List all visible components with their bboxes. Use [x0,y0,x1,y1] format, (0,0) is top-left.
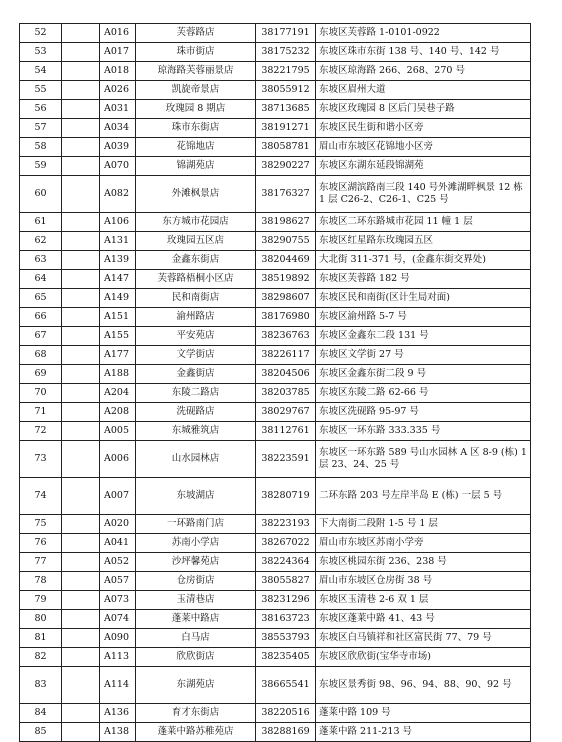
blank-cell [62,270,100,289]
table-row [20,270,531,289]
store-address: 东坡区桃园东街 236、238 号 [316,553,531,572]
store-address: 东坡区二环东路城市花园 11 幢 1 层 [316,213,531,232]
store-address: 东坡区一环东路 589 号山水园林 A 区 8-9 (栋) 1 层 23、24、25 号 [316,441,531,478]
store-list-table [19,23,531,742]
store-phone: 38290755 [256,232,316,251]
table-row [20,441,531,478]
blank-cell [62,232,100,251]
row-number: 80 [20,610,62,629]
blank-cell [62,515,100,534]
store-phone: 38665541 [256,667,316,704]
store-phone: 38298607 [256,289,316,308]
store-code: A070 [100,157,136,176]
store-address: 东坡区洗砚路 95-97 号 [316,403,531,422]
blank-cell [62,176,100,213]
table-row [20,251,531,270]
row-number: 66 [20,308,62,327]
row-number: 77 [20,553,62,572]
store-code: A039 [100,138,136,157]
blank-cell [62,478,100,515]
store-code: A149 [100,289,136,308]
blank-cell [62,24,100,43]
store-name: 东方城市花园店 [136,213,256,232]
store-code: A007 [100,478,136,515]
store-name: 山水园林店 [136,441,256,478]
store-address: 蓬莱中路 109 号 [316,704,531,723]
store-name: 凯旋帝景店 [136,81,256,100]
blank-cell [62,213,100,232]
store-phone: 38191271 [256,119,316,138]
store-address: 东坡区芙蓉路 1-0101-0922 [316,24,531,43]
store-phone: 38224364 [256,553,316,572]
store-name: 金鑫东街店 [136,251,256,270]
store-name: 平安苑店 [136,327,256,346]
table-row [20,308,531,327]
store-phone: 38177191 [256,24,316,43]
store-address: 东坡区湖滨路南三段 140 号外滩湖畔枫景 12 栋 1 层 C26-2、C26-1、C25 号 [316,176,531,213]
store-address: 东坡区玉清巷 2-6 双 1 层 [316,591,531,610]
store-name: 民和南街店 [136,289,256,308]
table-row [20,62,531,81]
blank-cell [62,572,100,591]
table-row [20,572,531,591]
row-number: 55 [20,81,62,100]
store-phone: 38220516 [256,704,316,723]
store-address: 东坡区琼海路 266、268、270 号 [316,62,531,81]
row-number: 52 [20,24,62,43]
store-name: 沙坪馨苑店 [136,553,256,572]
store-code: A031 [100,100,136,119]
blank-cell [62,100,100,119]
store-name: 仓房街店 [136,572,256,591]
store-name: 珠市东街店 [136,119,256,138]
blank-cell [62,422,100,441]
table-row [20,667,531,704]
store-name: 芙蓉路梧桐小区店 [136,270,256,289]
row-number: 63 [20,251,62,270]
table-row [20,346,531,365]
table-row [20,610,531,629]
store-address: 眉山市东坡区仓房街 38 号 [316,572,531,591]
store-address: 眉山市东坡区苏南小学旁 [316,534,531,553]
row-number: 84 [20,704,62,723]
blank-cell [62,308,100,327]
row-number: 70 [20,384,62,403]
store-code: A208 [100,403,136,422]
table-row [20,478,531,515]
store-code: A074 [100,610,136,629]
store-address: 下大南街二段附 1-5 号 1 层 [316,515,531,534]
row-number: 85 [20,723,62,742]
table-row [20,100,531,119]
store-address: 东坡区玫瑰园 8 区后门吴巷子路 [316,100,531,119]
store-name: 金鑫街店 [136,365,256,384]
store-address: 蓬莱中路 211-213 号 [316,723,531,742]
table-row [20,24,531,43]
table-row [20,534,531,553]
table-row [20,289,531,308]
row-number: 67 [20,327,62,346]
store-code: A113 [100,648,136,667]
blank-cell [62,62,100,81]
store-phone: 38713685 [256,100,316,119]
store-name: 苏南小学店 [136,534,256,553]
store-phone: 38288169 [256,723,316,742]
row-number: 61 [20,213,62,232]
row-number: 68 [20,346,62,365]
store-address: 东坡区眉州大道 [316,81,531,100]
store-name: 洗砚路店 [136,403,256,422]
table-row [20,629,531,648]
blank-cell [62,365,100,384]
store-address: 二环东路 203 号左岸半岛 E (栋) 一层 5 号 [316,478,531,515]
store-code: A034 [100,119,136,138]
store-phone: 38163723 [256,610,316,629]
table-row [20,119,531,138]
store-phone: 38176980 [256,308,316,327]
table-row [20,553,531,572]
store-code: A188 [100,365,136,384]
store-phone: 38204506 [256,365,316,384]
store-name: 珠市街店 [136,43,256,62]
row-number: 54 [20,62,62,81]
store-code: A151 [100,308,136,327]
store-phone: 38267022 [256,534,316,553]
store-address: 东坡区金鑫东二段 131 号 [316,327,531,346]
table-row [20,422,531,441]
store-code: A136 [100,704,136,723]
blank-cell [62,327,100,346]
row-number: 82 [20,648,62,667]
blank-cell [62,384,100,403]
row-number: 65 [20,289,62,308]
store-code: A147 [100,270,136,289]
store-name: 琼海路芙蓉丽景店 [136,62,256,81]
store-address: 东坡区民生街和谐小区旁 [316,119,531,138]
store-code: A106 [100,213,136,232]
store-phone: 38176327 [256,176,316,213]
row-number: 57 [20,119,62,138]
row-number: 83 [20,667,62,704]
store-address: 东坡区文学街 27 号 [316,346,531,365]
store-name: 育才东街店 [136,704,256,723]
table-row [20,327,531,346]
row-number: 71 [20,403,62,422]
row-number: 58 [20,138,62,157]
store-name: 锦湖苑店 [136,157,256,176]
blank-cell [62,157,100,176]
store-phone: 38198627 [256,213,316,232]
table-row [20,648,531,667]
store-name: 渝州路店 [136,308,256,327]
store-address: 东坡区东陵二路 62-66 号 [316,384,531,403]
table-row [20,232,531,251]
store-phone: 38231296 [256,591,316,610]
store-name: 蓬莱中路苏稚苑店 [136,723,256,742]
blank-cell [62,119,100,138]
table-row [20,138,531,157]
blank-cell [62,251,100,270]
store-code: A057 [100,572,136,591]
blank-cell [62,648,100,667]
table-row [20,213,531,232]
blank-cell [62,534,100,553]
row-number: 62 [20,232,62,251]
store-code: A005 [100,422,136,441]
row-number: 69 [20,365,62,384]
row-number: 56 [20,100,62,119]
store-code: A016 [100,24,136,43]
store-phone: 38519892 [256,270,316,289]
store-phone: 38204469 [256,251,316,270]
blank-cell [62,610,100,629]
store-code: A006 [100,441,136,478]
store-phone: 38290227 [256,157,316,176]
store-address: 东坡区东湖东延段锦湖苑 [316,157,531,176]
store-address: 东坡区景秀街 98、96、94、88、90、92 号 [316,667,531,704]
store-code: A041 [100,534,136,553]
row-number: 64 [20,270,62,289]
blank-cell [62,667,100,704]
row-number: 81 [20,629,62,648]
blank-cell [62,81,100,100]
store-code: A204 [100,384,136,403]
store-address: 东坡区一环东路 333.335 号 [316,422,531,441]
blank-cell [62,346,100,365]
store-name: 外滩枫景店 [136,176,256,213]
row-number: 73 [20,441,62,478]
store-phone: 38221795 [256,62,316,81]
store-name: 白马店 [136,629,256,648]
table-row [20,81,531,100]
table-row [20,384,531,403]
store-code: A131 [100,232,136,251]
store-address: 东坡区白马镇祥和社区富民街 77、79 号 [316,629,531,648]
store-name: 芙蓉路店 [136,24,256,43]
store-name: 欣欣街店 [136,648,256,667]
store-name: 东湖苑店 [136,667,256,704]
row-number: 53 [20,43,62,62]
table-row [20,704,531,723]
store-code: A026 [100,81,136,100]
store-code: A020 [100,515,136,534]
row-number: 59 [20,157,62,176]
store-code: A073 [100,591,136,610]
store-address: 东坡区欣欣街(宝华寺市场) [316,648,531,667]
row-number: 60 [20,176,62,213]
store-address: 东坡区芙蓉路 182 号 [316,270,531,289]
store-code: A114 [100,667,136,704]
store-address: 东坡区渝州路 5-7 号 [316,308,531,327]
store-phone: 38055912 [256,81,316,100]
blank-cell [62,441,100,478]
store-code: A082 [100,176,136,213]
store-name: 东坡湖店 [136,478,256,515]
row-number: 78 [20,572,62,591]
store-address: 眉山市东坡区花锦地小区旁 [316,138,531,157]
row-number: 74 [20,478,62,515]
table-row [20,591,531,610]
store-code: A018 [100,62,136,81]
table-row [20,176,531,213]
store-name: 蓬莱中路店 [136,610,256,629]
store-address: 东坡区金鑫东街二段 9 号 [316,365,531,384]
store-address: 东坡区蓬莱中路 41、43 号 [316,610,531,629]
table-row [20,365,531,384]
store-address: 东坡区珠市东街 138 号、140 号、142 号 [316,43,531,62]
table-row [20,515,531,534]
store-address: 东坡区红星路东玫瑰园五区 [316,232,531,251]
blank-cell [62,289,100,308]
store-phone: 38226117 [256,346,316,365]
store-list-body [20,24,531,742]
store-phone: 38223193 [256,515,316,534]
blank-cell [62,591,100,610]
table-row [20,43,531,62]
store-name: 一环路南门店 [136,515,256,534]
store-code: A017 [100,43,136,62]
store-code: A052 [100,553,136,572]
store-name: 花锦地店 [136,138,256,157]
store-name: 东城雅筑店 [136,422,256,441]
row-number: 75 [20,515,62,534]
store-phone: 38203785 [256,384,316,403]
blank-cell [62,704,100,723]
blank-cell [62,138,100,157]
store-name: 东陵二路店 [136,384,256,403]
store-phone: 38055827 [256,572,316,591]
store-name: 玫瑰园五区店 [136,232,256,251]
store-code: A177 [100,346,136,365]
store-code: A090 [100,629,136,648]
store-code: A138 [100,723,136,742]
table-row [20,157,531,176]
blank-cell [62,629,100,648]
row-number: 72 [20,422,62,441]
store-phone: 38223591 [256,441,316,478]
store-address: 东坡区民和南街(区计生局对面) [316,289,531,308]
row-number: 76 [20,534,62,553]
blank-cell [62,403,100,422]
store-phone: 38029767 [256,403,316,422]
store-phone: 38175232 [256,43,316,62]
store-phone: 38112761 [256,422,316,441]
store-name: 玫瑰园 8 期店 [136,100,256,119]
store-phone: 38280719 [256,478,316,515]
store-address: 大北街 311-371 号，(金鑫东街交界处) [316,251,531,270]
store-name: 文学街店 [136,346,256,365]
table-row [20,403,531,422]
store-phone: 38235405 [256,648,316,667]
store-phone: 38058781 [256,138,316,157]
store-code: A139 [100,251,136,270]
store-code: A155 [100,327,136,346]
store-phone: 38236763 [256,327,316,346]
store-name: 玉清巷店 [136,591,256,610]
blank-cell [62,553,100,572]
store-phone: 38553793 [256,629,316,648]
blank-cell [62,43,100,62]
row-number: 79 [20,591,62,610]
